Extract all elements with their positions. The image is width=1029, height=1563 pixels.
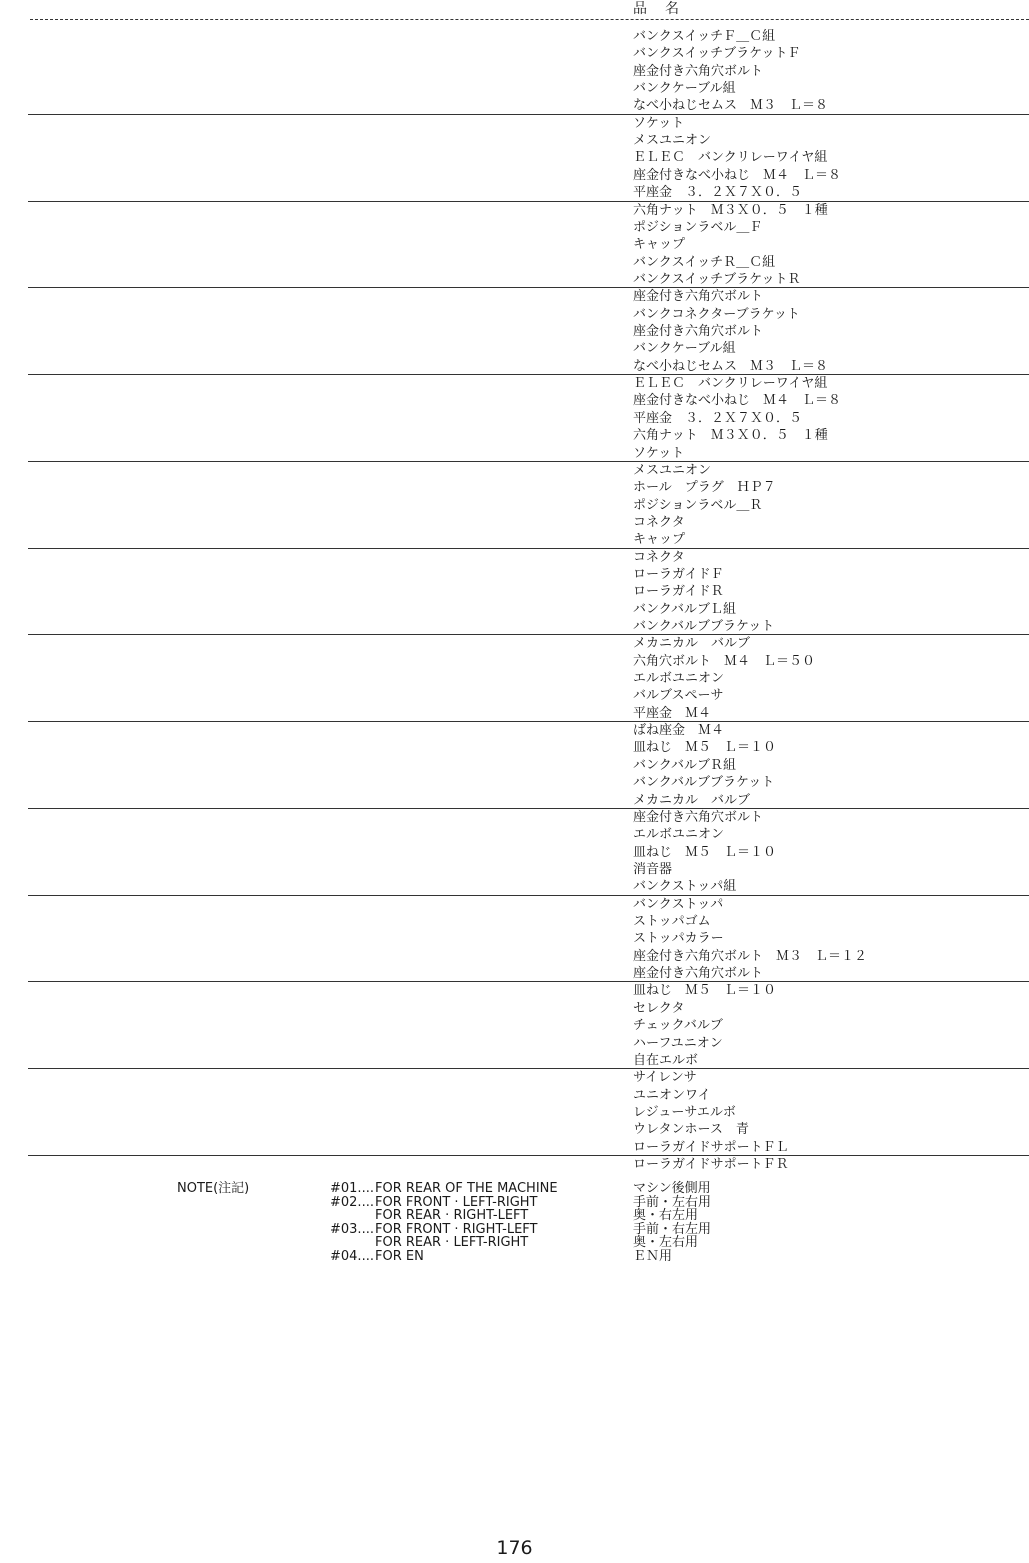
part-name: 自在エルボ [633,1052,699,1068]
part-name: メスユニオン [633,462,712,478]
parts-group [0,28,1029,115]
part-name: バンクバルブＲ組 [633,757,736,773]
part-name: 六角ナット Ｍ３Ｘ０．５ １種 [633,428,828,444]
note-code: #03.... [330,1221,374,1237]
part-name: 座金付き六角穴ボルト [633,63,764,79]
parts-list [0,28,1029,1243]
note-japanese-text: 手前・右左用 [633,1221,712,1237]
part-name: 座金付き六角穴ボルト [633,966,764,982]
column-header-part-name: 品 名 [633,1,681,17]
part-name: ポジションラベル＿Ｒ [633,497,763,513]
part-name: バンクバルブブラケット [633,775,775,791]
parts-group [0,549,1029,636]
part-name: コネクタ [633,514,685,530]
note-english-text: FOR REAR · RIGHT-LEFT [375,1208,529,1224]
part-name: 消音器 [633,861,673,877]
part-name: 平座金 Ｍ４ [633,705,712,721]
parts-group [0,462,1029,549]
part-name: 皿ねじ Ｍ５ Ｌ＝１０ [633,740,777,756]
part-name: ＥＬＥＣ バンクリレーワイヤ組 [633,376,828,392]
note-japanese-text: ＥＮ用 [633,1249,673,1264]
part-name: レジューサエルボ [633,1104,736,1120]
note-japanese-text: 手前・左右用 [633,1194,712,1210]
part-name: 六角ナット Ｍ３Ｘ０．５ １種 [633,202,828,218]
part-name: キャップ [633,237,686,253]
page-number: 176 [496,1537,533,1559]
part-name: 皿ねじ Ｍ５ Ｌ＝１０ [633,844,777,860]
note-row [0,1250,1029,1264]
part-name: ローラガイドＦ [633,566,724,582]
part-name: バンクスイッチＲ＿Ｃ組 [633,254,776,270]
part-name: バンクスイッチブラケットＦ [633,46,801,62]
note-japanese-text: 奥・右左用 [633,1208,699,1224]
parts-group [0,635,1029,722]
note-row [0,1236,1029,1250]
parts-group [0,115,1029,202]
part-name: バンクケーブル組 [633,81,736,97]
part-name: 座金付きなべ小ねじ Ｍ４ Ｌ＝８ [633,167,842,183]
part-name: 座金付き六角穴ボルト [633,289,764,305]
part-name: バンクストッパ組 [633,879,737,895]
part-name: バンクケーブル組 [633,341,736,357]
part-name: セレクタ [633,1000,685,1016]
note-code: #01.... [330,1181,374,1196]
part-name: ホール プラグ ＨＰ７ [633,480,776,496]
part-name: サイレンサ [633,1070,697,1086]
part-name: バンクスイッチＦ＿Ｃ組 [633,29,776,44]
part-name: なべ小ねじセムス Ｍ３ Ｌ＝８ [633,98,829,114]
note-row [0,1182,1029,1196]
part-name: ローラガイドサポートＦＬ [633,1139,789,1155]
part-name: 六角穴ボルト Ｍ４ Ｌ＝５０ [633,653,816,669]
part-name: チェックバルブ [633,1018,723,1034]
part-name: 座金付きなべ小ねじ Ｍ４ Ｌ＝８ [633,393,842,409]
parts-group [0,982,1029,1069]
part-name: ハーフユニオン [633,1035,723,1051]
part-name: ソケット [633,115,685,131]
part-name: 平座金 ３．２Ｘ７Ｘ０．５ [633,185,803,201]
part-name: エルボユニオン [633,671,725,687]
part-name: ストッパゴム [633,914,711,930]
note-code: #04.... [330,1249,374,1264]
part-name: ローラガイドサポートＦＲ [633,1156,789,1172]
part-name: 平座金 ３．２Ｘ７Ｘ０．５ [633,410,803,426]
part-name: ユニオンワイ [633,1087,711,1103]
part-name: ストッパカラー [633,931,724,947]
parts-group [0,288,1029,375]
part-name: ソケット [633,445,685,461]
parts-group [0,202,1029,289]
note-code: #02.... [330,1194,374,1210]
parts-group [0,375,1029,462]
part-name: バンクスイッチブラケットＲ [633,271,801,287]
part-name: メスユニオン [633,133,712,149]
part-name: メカニカル バルブ [633,636,751,652]
part-name: コネクタ [633,549,685,565]
note-japanese-text: マシン後側用 [633,1181,711,1196]
note-japanese-text: 奥・左右用 [633,1235,699,1251]
part-name: エルボユニオン [633,827,725,843]
part-name: 座金付き六角穴ボルト Ｍ３ Ｌ＝１２ [633,948,868,964]
part-name: ウレタンホース 青 [633,1122,749,1138]
part-name: なべ小ねじセムス Ｍ３ Ｌ＝８ [633,358,829,374]
part-name: 座金付き六角穴ボルト [633,324,764,340]
part-name: メカニカル バルブ [633,792,751,808]
parts-group [0,1069,1029,1156]
parts-group [0,809,1029,896]
part-name: バンクバルブＬ組 [633,601,736,617]
note-english-text: FOR FRONT · RIGHT-LEFT [375,1221,538,1237]
part-name: バルブスペーサ [633,688,724,704]
parts-group [0,722,1029,809]
part-name: バンクストッパ [633,896,724,912]
part-name: ローラガイドＲ [633,584,724,600]
note-english-text: FOR REAR OF THE MACHINE [375,1181,558,1196]
part-name: バンクバルブブラケット [633,619,775,635]
part-name: 座金付き六角穴ボルト [633,809,764,825]
note-english-text: FOR FRONT · LEFT-RIGHT [375,1194,538,1210]
part-name: ポジションラベル＿Ｆ [633,219,763,235]
parts-group [0,896,1029,983]
note-english-text: FOR REAR · LEFT-RIGHT [375,1235,529,1251]
part-name: バンクコネクターブラケット [633,306,800,322]
notes-label: NOTE(注記) [177,1181,250,1196]
part-name: キャップ [633,532,686,548]
part-name: ＥＬＥＣ バンクリレーワイヤ組 [633,150,828,166]
part-name: 皿ねじ Ｍ５ Ｌ＝１０ [633,983,777,999]
header-dashed-divider [30,19,1029,20]
part-name: ばね座金 Ｍ４ [633,723,725,739]
note-english-text: FOR EN [375,1249,424,1264]
